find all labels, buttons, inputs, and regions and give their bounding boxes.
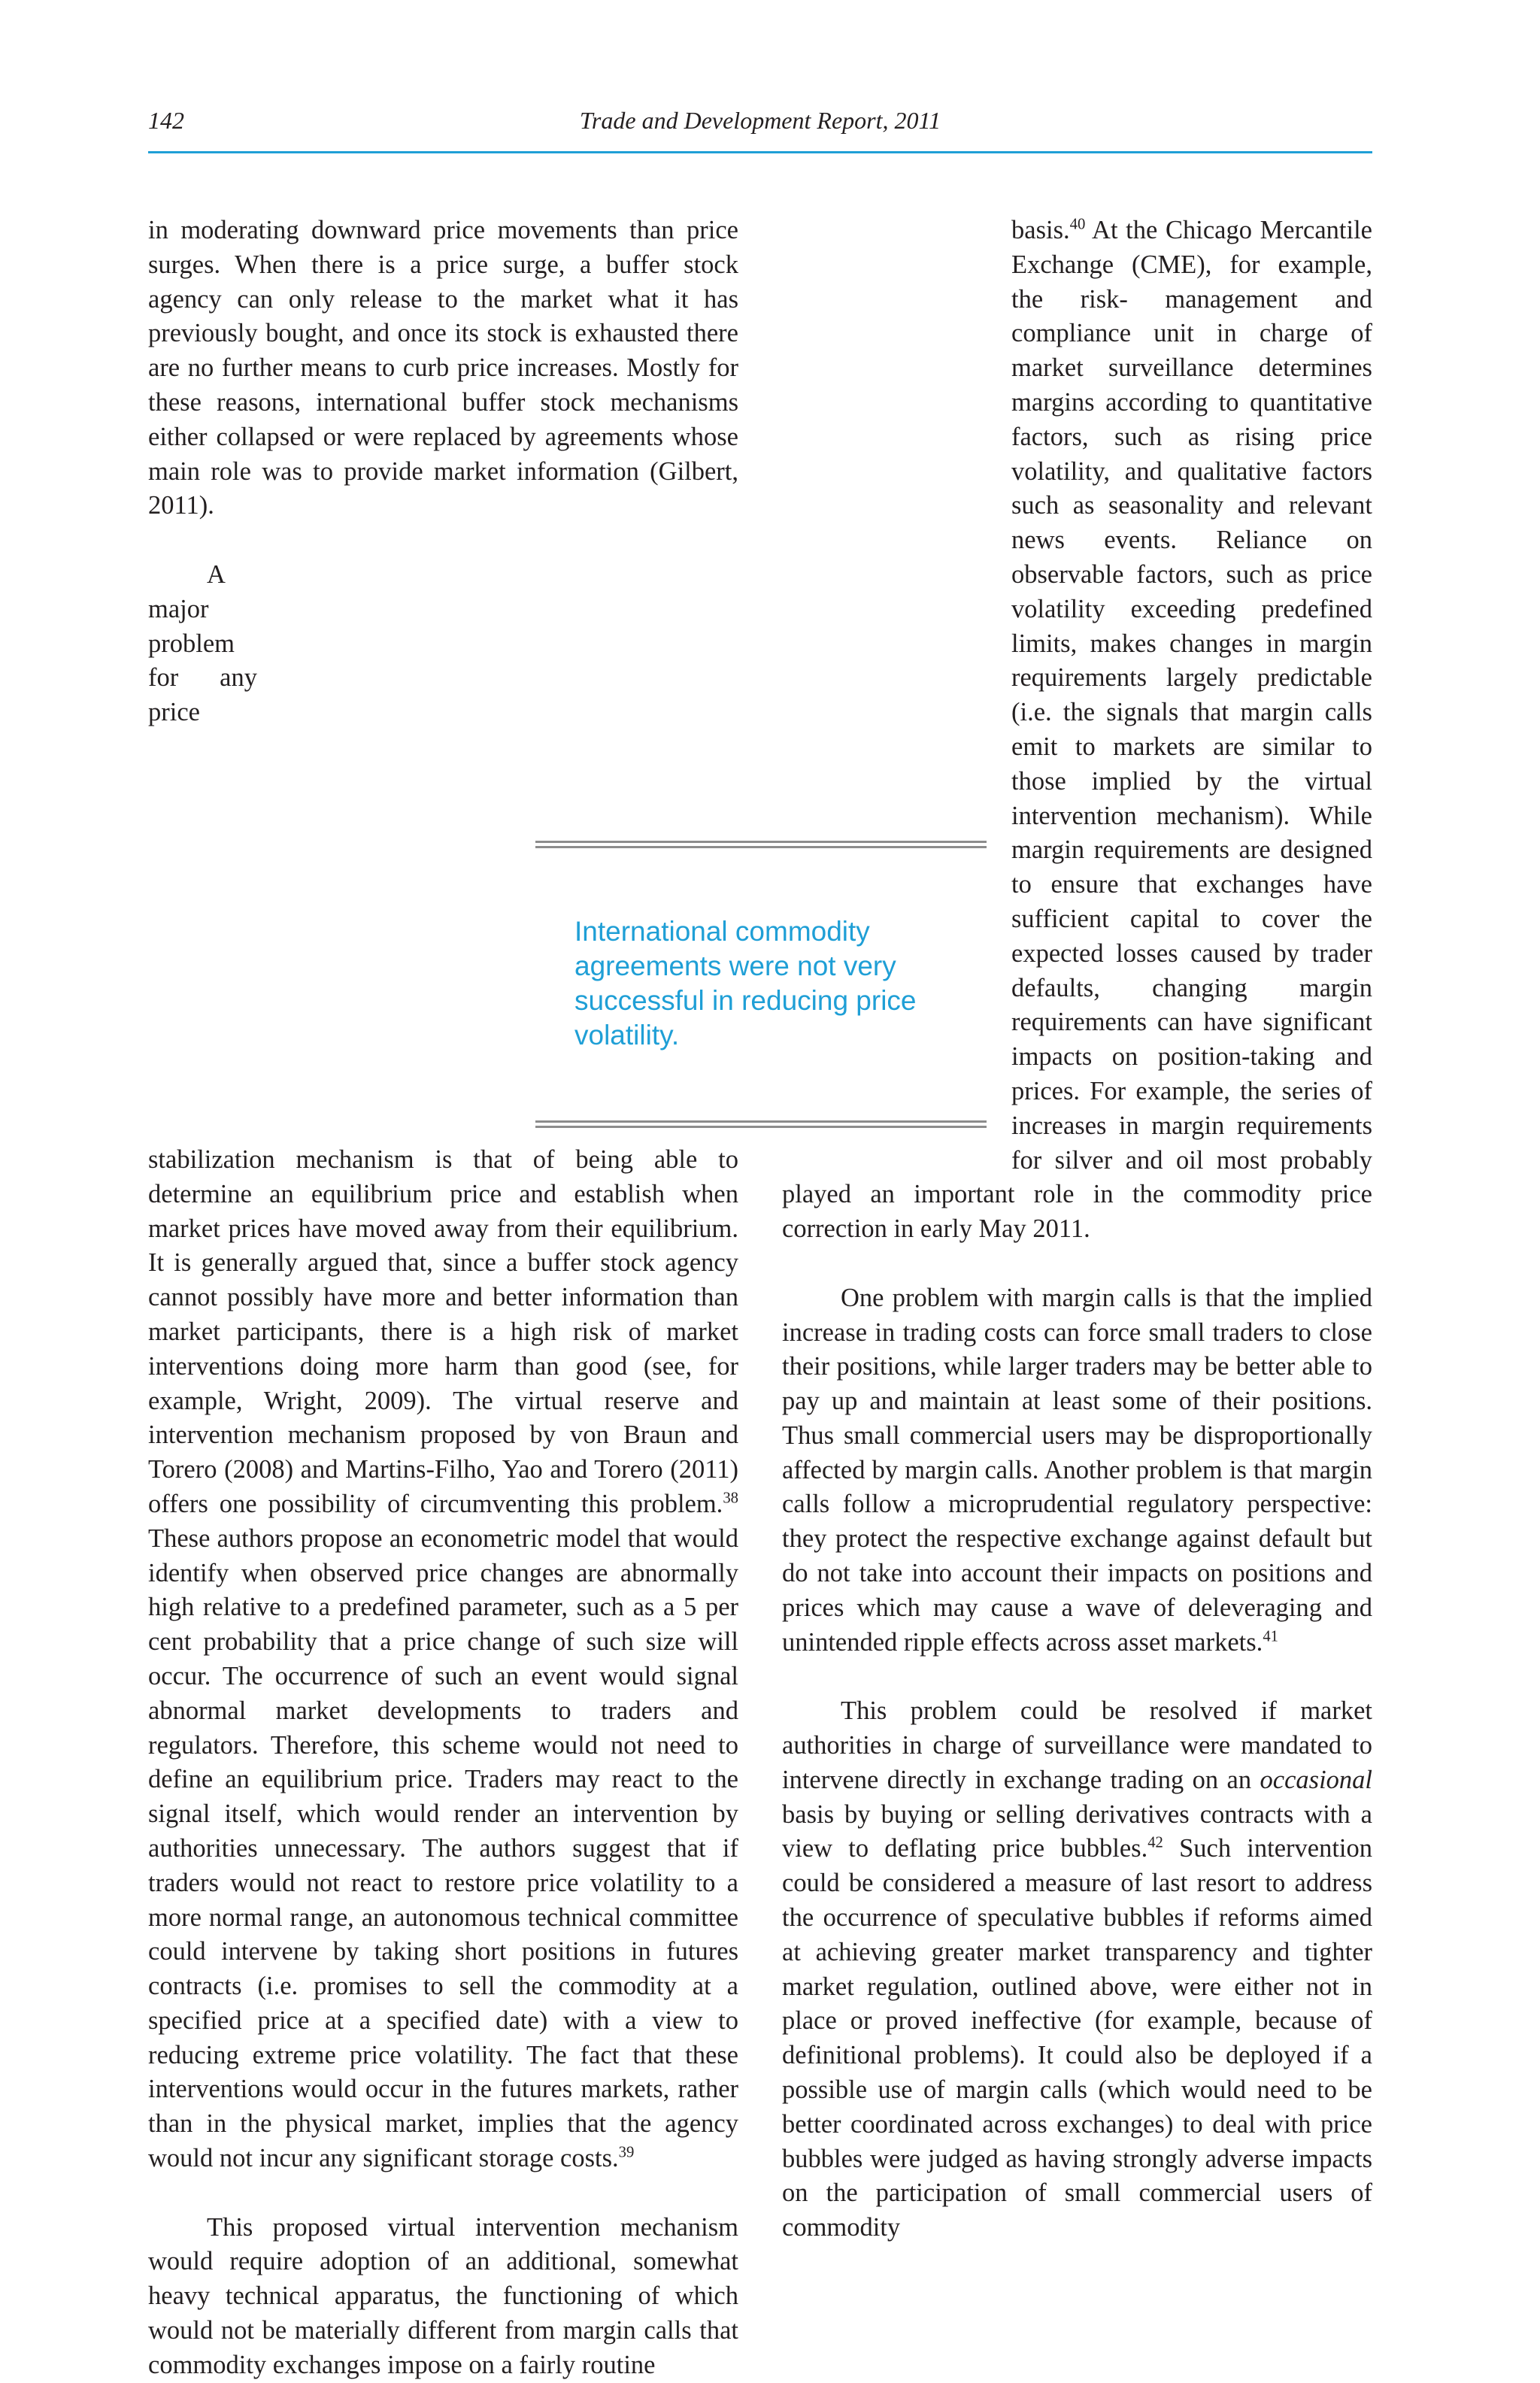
footnote-ref: 42 (1147, 1834, 1163, 1851)
page-header (148, 107, 1372, 138)
header-rule (148, 151, 1372, 153)
paragraph: This problem could be resolved if market authorities in charge of surveillance were mandated to intervene directly in exchange trading on an occasional basis by buying or selling derivatives contracts with a view to deflating price bubbles.$^{42}$ Such intervention could be considered a measure of last resort to address the occurrence of speculative bubbles if reforms aimed at achieving greater market transparency and tighter market regulation, outlined above, were either not in place or proved ineffective (for example, because of definitional problems). It could also be deployed if a possible use of margin calls (which would need to be better coordinated across exchanges) to deal with price bubbles were judged as having strongly adverse impacts on the participation of small commercial users of commodity (782, 1696, 1372, 2242)
emphasis: occasional (1260, 1765, 1372, 1794)
paragraph: This proposed virtual intervention mechanism would require adoption of an additional, somewhat heavy technical apparatus, the functioning of which would not be materially different from margin calls that commodity exchanges impose on a fairly routine (148, 2212, 738, 2379)
right-column (782, 214, 1372, 2245)
pull-quote (535, 841, 987, 1128)
footnote-ref: 38 (723, 1490, 738, 1507)
pull-quote-rule-bottom (535, 1120, 987, 1128)
left-column (148, 214, 738, 2383)
page-number: 142 (148, 107, 184, 134)
paragraph: in moderating downward price movements than price surges. When there is a price surge, a buffer stock agency can only release to the market what it has previously bought, and once its stock is exhausted there are no further means to curb price increases. Mostly for these reasons, international buffer stock mechanisms either collapsed or were replaced by agreements whose main role was to provide market information (Gilbert, 2011). (148, 216, 738, 520)
footnote-ref: 40 (1069, 216, 1086, 233)
footnote-ref: 41 (1263, 1628, 1278, 1645)
running-title: Trade and Development Report, 2011 (579, 107, 941, 134)
paragraph: basis.$^{40}$ At the Chicago Mercantile Exchange (CME), for example, the risk- management and compliance unit in charge of market surveillance determines margins according to quantitative factors, such as rising price volatility, and qualitative factors such as seasonality and relevant news events. Reliance on observable factors, such as price volatility exceeding predefined limits, makes changes in margin requirements largely predictable (i.e. the signals that margin calls emit to markets are similar to those implied by the virtual intervention mechanism). While margin requirements are designed to ensure that exchanges have sufficient capital to cover the expected losses caused by trader defaults, changing margin requirements can have significant impacts on position-taking and prices. For example, the series of increases in margin requirements for silver and oil most probably played an important role in the commodity price correction in early May 2011. (782, 216, 1372, 1244)
pull-quote-rule-top (535, 841, 987, 848)
pull-quote-text: International commodity agreements were not very successful in reducing price volatility. (574, 916, 917, 1051)
footnote-ref: 39 (618, 2144, 635, 2161)
paragraph: One problem with margin calls is that the implied increase in trading costs can force small traders to close their positions, while larger traders may be better able to pay up and maintain at least some of their positions. Thus small commercial users may be disproportionally affected by margin calls. Another problem is that margin calls follow a microprudential regulatory perspective: they protect the respective exchange against default but do not take into account their impacts on positions and prices which may cause a wave of deleveraging and unintended ripple effects across asset markets.$^{41}$ (782, 1283, 1372, 1657)
paragraph: A major problem for any price stabilization mechanism is that of being able to determine an equilibrium price and establish when market prices have moved away from their equilibrium. It is generally argued that, since a buffer stock agency cannot possibly have more and better information than market participants, there is a high risk of market interventions doing more harm than good (see, for example, Wright, 2009). The virtual reserve and intervention mechanism proposed by von Braun and Torero (2008) and Martins-Filho, Yao and Torero (2011) offers one possibility of circumventing this problem.$^{38}$ These authors propose an econometric model that would identify when observed price changes are abnormally high relative to a predefined parameter, such as a 5 per cent probability that a price change of such size will occur. The occurrence of such an event would signal abnormal market developments to traders and regulators. Therefore, this scheme would not need to define an equilibrium price. Traders may react to the signal itself, which would render an intervention by authorities unnecessary. The authors suggest that if traders would not react to restore price volatility to a more normal range, an autonomous technical committee could intervene by taking short positions in futures contracts (i.e. promises to sell the commodity at a specified price at a specified date) with a view to reducing extreme price volatility. The fact that these interventions would occur in the futures markets, rather than in the physical market, implies that the agency would not incur any significant storage costs.$^{39}$ (148, 559, 738, 2173)
